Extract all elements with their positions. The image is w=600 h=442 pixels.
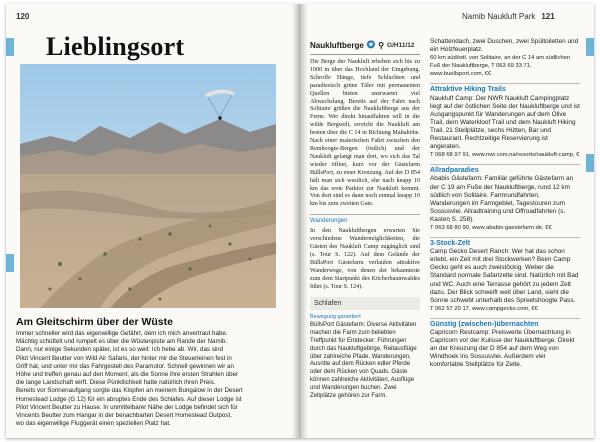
map-pin-icon: ⚲ bbox=[378, 41, 385, 50]
page-title: Lieblingsort bbox=[46, 32, 185, 61]
right-tab-marker-top bbox=[586, 38, 594, 56]
book-spread bbox=[6, 4, 594, 438]
body-line: Mächtig schüttelt und rumpelt es über die Wüstenpiste am Rande der Namib. bbox=[16, 338, 228, 346]
section-text-guenstig: Capricorn Restcamp: Preiswerte Übernachtung in Capricorn vor der Kulisse der Naukluftberge. Direkt an der Kreuzung der D 854 auf dem Weg von Windhoek ins Sossusvlei. Außerdem vier komfortable Stellplätze für Zelte. bbox=[430, 329, 575, 369]
section-text-hiking: Naukluft Camp: Der NWR Naukluft Campingplatz liegt auf der östlichen Seite der Naukluftberge und ist Ausgangspunkt für Wanderungen auf dem Olive Trail, dem Waterkloof Trail und dem Naukluft Hiking Trail. 21 Stellplätze, sechs Hütten, Bar und Restaurant. Rechtzeitige Reservierung ist angeraten. bbox=[430, 94, 580, 151]
left-tab-marker-top bbox=[6, 38, 14, 56]
left-tab-marker-bottom bbox=[6, 254, 14, 272]
section-text-allrad: Ababis Gästefarm: Familiär geführte Gästefarm an der C 19 am Fuße der Naukluftberge, rund 12 km südlich von Solitaire. Farmrundfahrten, Wanderungen im Farmgebiet, Tagestouren zum Sossusvlei. Allradtraining und Offroadfahrten (s. Kasten S. 258). bbox=[430, 175, 574, 223]
body-line: Immer schneller wird das eigenwillige Gefährt, dem ich mich anvertraut habe. bbox=[16, 330, 228, 337]
running-header bbox=[462, 12, 555, 21]
left-body-text bbox=[16, 330, 288, 428]
section-contact-zelt: T 062 57 20 17, www.campgecko.com, €€ bbox=[430, 305, 538, 312]
left-page bbox=[6, 4, 298, 438]
body-line: Dann, nur einige Sekunden später, ist es so weit: Ich hebe ab. Wir, das sind bbox=[16, 346, 224, 354]
hiking-label: Wanderungen bbox=[310, 214, 420, 224]
body-line: Pilot Vincent Beutter von Wild Air Safaris, der hinter mir die Steuerleinen fest in bbox=[16, 354, 232, 362]
body-line: Höhe und treffen genau auf den Moment, als die Sonne ihre ersten Strahlen über bbox=[16, 371, 239, 379]
section-heading-zelt: 3-Stock-Zelt bbox=[430, 237, 580, 248]
intro-contact: 60 km südöstl. von Solitaire, an der C 14 am südlichen Fuß der Naukluftberge, T 063 69 33 71, www.buellsport.com, €€ bbox=[430, 55, 571, 78]
body-line: Homestead Lodge (G 12) für ein abruptes Ende des Schlafes. Auf dieser Lodge ist bbox=[16, 395, 242, 403]
running-header-title: Namib Naukluft Park bbox=[462, 12, 536, 21]
section-heading-guenstig: Günstig (zwischen-)übernachten bbox=[430, 318, 580, 329]
section-contact-allrad: T 063 68 80 90, www.ababis-gaestefarm.de, €€ bbox=[430, 224, 552, 231]
body-line: Vincents Beutter zum Hangar in der benachbarten Desert Homestead Outpost, bbox=[16, 412, 232, 420]
right-page bbox=[302, 4, 594, 438]
left-page-number: 120 bbox=[16, 12, 30, 21]
bewegung-label: Bewegung garantiert bbox=[310, 314, 361, 321]
section-text-zelt: Camp Gecko Desert Ranch: Wer hat das schon erlebt, ein Zelt mit drei Stockwerken? Beim Camp Gecko geht es auch zweistöckig. Weber die Standard normale Safarizelte sind. Natürlich mit Bad und WC. Auch eine Terrasse gehört zu jedem Zelt dazu. Der Blick schweift weit über Land, sieht die Sonne schwebt unterhalb des Spreetshoogte Pass. bbox=[430, 248, 579, 304]
grid-reference: G/H11/12 bbox=[387, 42, 415, 49]
right-tab-marker-bottom bbox=[586, 154, 594, 172]
book-gutter bbox=[292, 4, 308, 438]
body-line: Pilot Vincent Beutter zu Hause. In unmittelbarer Nähe der Lodge befindet sich für bbox=[16, 403, 238, 411]
caption-title: Am Gleitschirm über der Wüste bbox=[16, 316, 173, 328]
section-heading-hiking: Attraktive Hiking Trails bbox=[430, 83, 580, 94]
naukluft-heading-label: Naukluftberge bbox=[310, 41, 364, 50]
naukluft-heading bbox=[310, 40, 420, 55]
body-line: Bereits vor Sonnenaufgang sorgte das Klopfen an meinem Bungalow in der Desert bbox=[16, 387, 243, 395]
paraglider-photo bbox=[20, 64, 276, 308]
body-line: die lange Landschaft wirft. Diese Pünktlichkeit hatte natürlich ihren Preis. bbox=[16, 379, 216, 387]
hiking-description: In den Naukluftbergen erwarten Sie verschiedene Wandermöglichkeiten, die Gästen des Naukluft Camp zugänglich sind (s. Tour S. 122). Auf dem Gelände der BüllsPort Gästefarm verlaufen attraktive Wanderwege, von denen der bekannteste zum dem Startpunkt des Köcherbaumwaldes führt (s. Tour S. 124). bbox=[310, 228, 420, 290]
body-line: Griff hat, und unter mir das Fahrgestell des Paramotor. Schnell gewinnen wir an bbox=[16, 362, 234, 370]
intro-text: Schattendach, zwei Duschen, zwei Spültoiletten und ein Holzfeuerplatz. bbox=[430, 38, 579, 54]
section-contact-hiking: T 068 68 97 91, www.nwr.com.na/resorts/naukluft-camp, € bbox=[430, 152, 580, 159]
section-heading-allrad: Allradparadies bbox=[430, 164, 580, 175]
body-line: wo das eigenwillige Fluggerät einen speziellen Platz hat. bbox=[16, 420, 171, 428]
section-label-schlafen: Schlafen bbox=[310, 297, 420, 310]
listing-column bbox=[430, 38, 580, 369]
star-icon: ✪ bbox=[366, 40, 376, 51]
bewegung-description: BüllsPort Gästefarm: Diverse Aktivitäten machen die Farm zum beliebten Treffpunkt für Entdecker: Führungen durch das Naukluftgebirge, Reitausflüge über zahlreiche Pfade, Wanderungen, Ausritte auf dem Rücken edler Pferde oder dem Rücken von Quads. Gäste können zahlreiche Aktivitäten, Ausflüge und Wanderungen buchen. Zwei Zeltplätze gehören zur Farm. bbox=[310, 322, 417, 399]
right-page-number: 121 bbox=[541, 12, 555, 21]
naukluft-description: Die Berge der Naukluft erheben sich bis zu 1000 m über das Hochland der Umgebung. Schroffe Hänge, tiefe Schluchten und paradiesisch grüne Täler mit permanenten Quellen bieten unerwartet viel Abwechslung. Bereits auf der Fahrt nach Solitaire grüßen die Naukluftberge aus der Ferne. Wer direkt hinauffahren will in die wilde Bergwelt, erreicht die Naukluft am besten über die C 14 in Richtung Maltahöhe. Nach einer malerischen Fahrt zwischen den Remhoogte-Bergen (östlich) und der Naukluft gelangt man dort, wo sich das Tal wieder öffnet, kurz vor der Gästefarm BüllsPort, zu einer Kreuzung. Auf der D 854 hält man sich westlich, ehe nach knapp 10 km das erste Parktor zur Naukluft kommt. Von dort sind es dann noch einmal knapp 10 km bis zum zweiten Gate. bbox=[310, 59, 420, 208]
info-column bbox=[310, 40, 420, 400]
